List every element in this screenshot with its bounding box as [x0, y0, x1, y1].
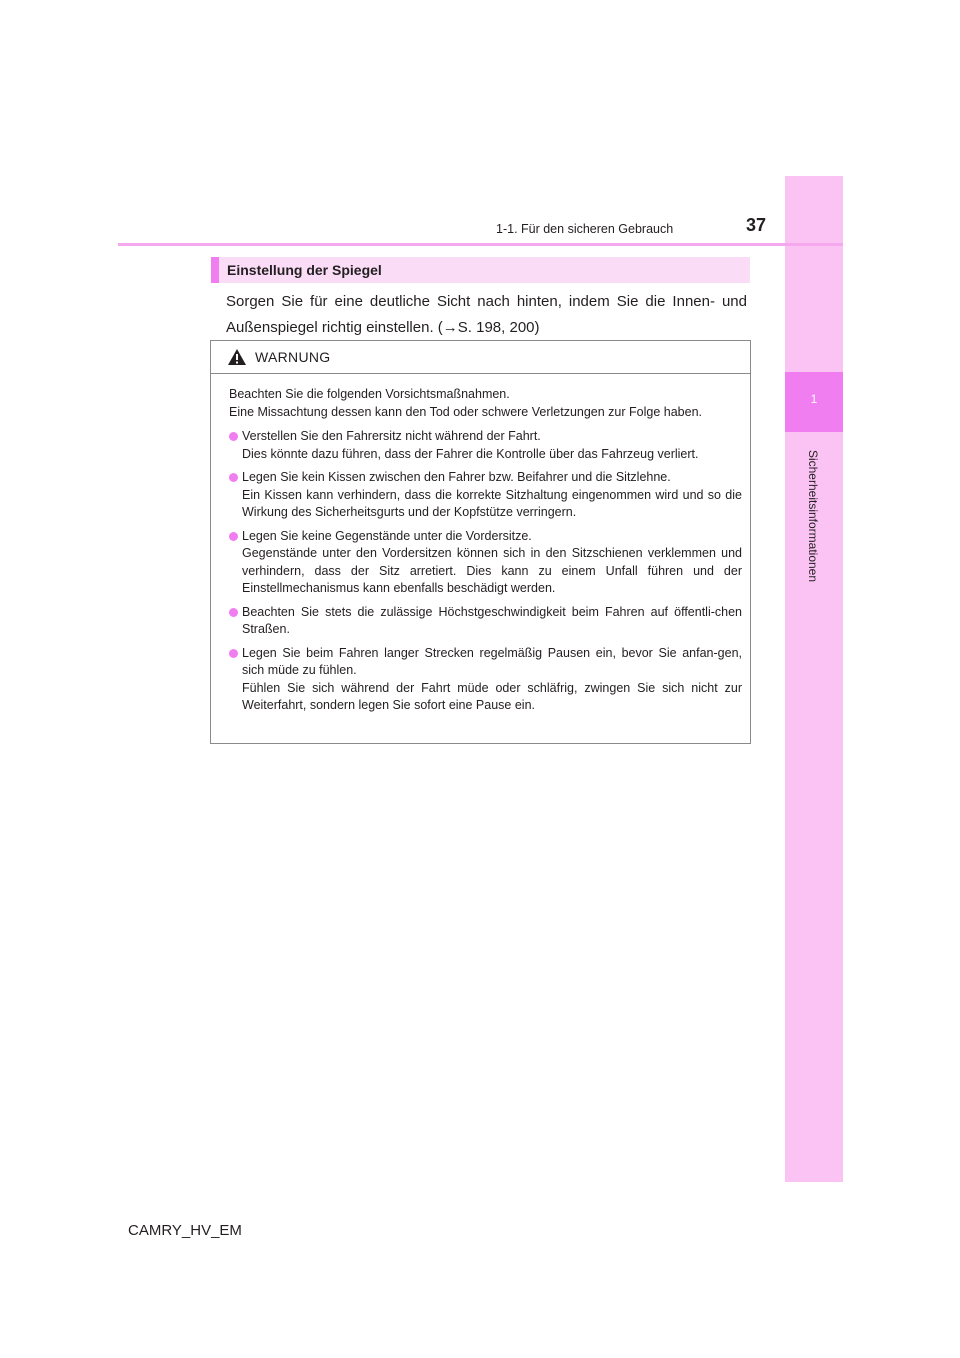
- header-title: 1-1. Für den sicheren Gebrauch: [496, 222, 674, 236]
- footer-code: CAMRY_HV_EM: [128, 1222, 242, 1239]
- warning-list: [229, 428, 742, 715]
- warning-item-detail: Fühlen Sie sich während der Fahrt müde oder schläfrig, zwingen Sie sich nicht zur Weiterfahrt, sondern legen Sie sofort eine Pause ein.: [242, 680, 742, 712]
- warning-item: [229, 428, 742, 463]
- warning-item-main: Legen Sie keine Gegenstände unter die Vordersitze.: [242, 528, 532, 543]
- section-heading: Einstellung der Spiegel: [211, 257, 750, 283]
- chapter-number: 1: [810, 392, 818, 406]
- warning-item: [229, 604, 742, 639]
- warning-item: [229, 645, 742, 715]
- intro-paragraph: Sorgen Sie für eine deutliche Sicht nach hinten, indem Sie die Innen- und Außenspiegel richtig einstellen. (→S. 198, 200): [226, 293, 747, 336]
- warning-item-detail: Gegenstände unter den Vordersitzen können sich in den Sitzschienen verklemmen und verhindern, dass der Sitz arretiert. Dies kann zu einem Unfall führen und der Einstellmechanismus kann ebenfalls beschädigt werden.: [242, 546, 742, 595]
- warning-body: [211, 374, 750, 715]
- warning-box: [210, 340, 751, 744]
- warning-lead: Beachten Sie die folgenden Vorsichtsmaßnahmen.: [229, 387, 510, 401]
- warning-item-main: Beachten Sie stets die zulässige Höchstgeschwindigkeit beim Fahren auf öffentli-chen Straßen.: [242, 604, 742, 636]
- warning-item-main: Legen Sie beim Fahren langer Strecken regelmäßig Pausen ein, bevor Sie anfan-gen, sich müde zu fühlen.: [242, 645, 742, 677]
- warning-lead-consequence: Eine Missachtung dessen kann den Tod oder schwere Verletzungen zur Folge haben.: [229, 404, 702, 419]
- warning-item: [229, 469, 742, 522]
- warning-item: [229, 528, 742, 598]
- bullet-icon: [229, 432, 238, 441]
- bullet-icon: [229, 649, 238, 658]
- warning-title: WARNUNG: [255, 349, 331, 365]
- bullet-icon: [229, 473, 238, 482]
- warning-item-detail: Ein Kissen kann verhindern, dass die korrekte Sitzhaltung eingenommen wird und so die Wirkung des Sicherheitsgurts und der Kopfstütze verringern.: [242, 487, 742, 519]
- warning-header: [211, 341, 750, 374]
- chapter-label: Sicherheitsinformationen: [806, 449, 820, 583]
- warning-item-main: Legen Sie kein Kissen zwischen den Fahrer bzw. Beifahrer und die Sitzlehne.: [242, 470, 671, 484]
- bullet-icon: [229, 532, 238, 541]
- warning-item-detail: Dies könnte dazu führen, dass der Fahrer die Kontrolle über das Fahrzeug verliert.: [242, 446, 699, 461]
- chapter-tab: [785, 176, 843, 1182]
- bullet-icon: [229, 608, 238, 617]
- header-divider: [118, 243, 843, 246]
- warning-triangle-icon: [227, 348, 247, 366]
- page-number: 37: [745, 215, 766, 235]
- warning-item-main: Verstellen Sie den Fahrersitz nicht während der Fahrt.: [242, 429, 541, 443]
